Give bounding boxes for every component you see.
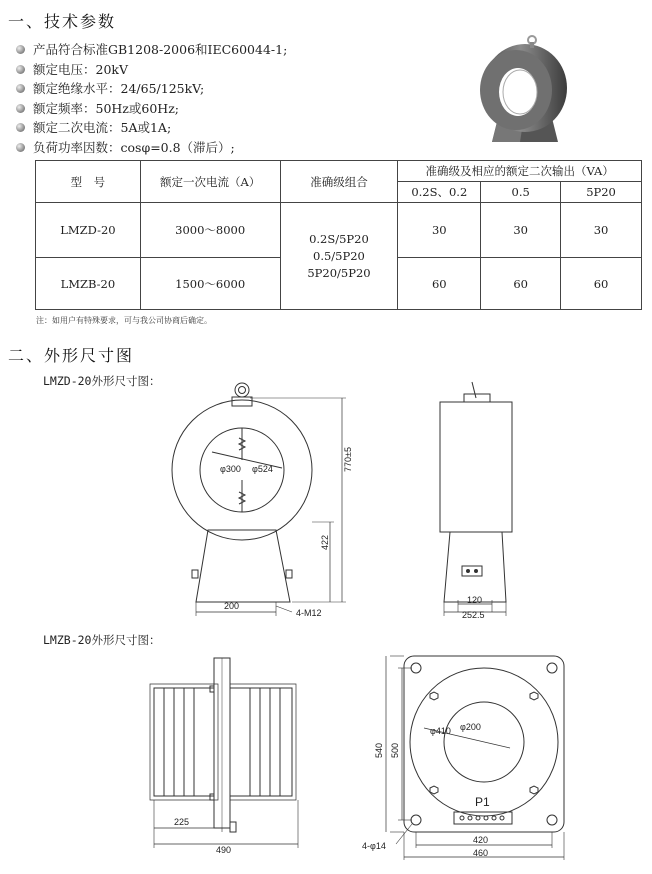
dim-base-width: 200 xyxy=(224,601,240,611)
dim-inner-width: 420 xyxy=(473,835,489,845)
drawing2-caption: LMZB-20外形尺寸图： xyxy=(43,633,161,647)
dim-outer-width: 460 xyxy=(473,848,489,858)
bullet-icon xyxy=(16,84,25,93)
spec-item: 负荷功率因数：cosφ=0.8（滞后）; xyxy=(16,138,287,158)
bullet-icon xyxy=(16,143,25,152)
table-note: 注：如用户有特殊要求，可与我公司协商后确定。 xyxy=(36,316,212,325)
header-class-02: 0.2S、0.2 xyxy=(398,182,481,203)
header-model: 型 号 xyxy=(36,161,141,203)
combo-cell: 0.2S/5P20 0.5/5P20 5P20/5P20 xyxy=(280,203,398,310)
spec-item: 额定二次电流：5A或1A; xyxy=(16,118,287,138)
dim-outer-dia: φ524 xyxy=(252,464,273,474)
dim-inner-height: 500 xyxy=(390,742,400,758)
dim-outer-dia-2: φ410 xyxy=(430,726,451,736)
bullet-icon xyxy=(16,104,25,113)
lmzb-side-drawing xyxy=(140,648,320,858)
dim-outer-height: 540 xyxy=(374,742,384,758)
dim-inner-dia: φ300 xyxy=(220,464,241,474)
header-combo: 准确级组合 xyxy=(280,161,398,203)
header-current: 额定一次电流（A） xyxy=(140,161,280,203)
lmzd-side-drawing xyxy=(430,380,530,620)
dim-total-height: 770±5 xyxy=(343,447,353,472)
dim-holes: 4-M12 xyxy=(296,608,322,618)
header-class-05: 0.5 xyxy=(481,182,561,203)
header-output: 准确级及相应的额定二次输出（VA） xyxy=(398,161,642,182)
spec-list xyxy=(16,40,287,157)
table-row: LMZD-20 3000～8000 0.2S/5P20 0.5/5P20 5P20/5P20 30 30 30 xyxy=(36,203,642,258)
dim-total-width: 490 xyxy=(216,845,232,855)
dim-side-w1: 120 xyxy=(467,595,483,605)
spec-table xyxy=(35,160,642,310)
spec-item: 额定频率：50Hz或60Hz; xyxy=(16,99,287,119)
table-row: LMZB-20 1500～6000 60 60 60 xyxy=(36,258,642,310)
product-photo xyxy=(470,28,580,148)
dim-side-w2: 252.5 xyxy=(462,610,485,620)
lmzd-front-drawing xyxy=(160,380,360,620)
dim-half-width: 225 xyxy=(174,817,190,827)
dim-inner-dia-2: φ200 xyxy=(460,722,481,732)
bullet-icon xyxy=(16,45,25,54)
header-class-5p20: 5P20 xyxy=(561,182,642,203)
spec-item: 额定电压：20kV xyxy=(16,60,287,80)
section-title-dimensions: 二、外形尺寸图 xyxy=(8,346,135,365)
spec-item: 产品符合标准GB1208-2006和IEC60044-1; xyxy=(16,40,287,60)
spec-item: 额定绝缘水平：24/65/125kV; xyxy=(16,79,287,99)
bullet-icon xyxy=(16,65,25,74)
lmzb-front-drawing xyxy=(360,648,575,864)
dim-base-height: 422 xyxy=(320,534,330,550)
dim-holes-2: 4-φ14 xyxy=(362,841,386,851)
section-title-specs: 一、技术参数 xyxy=(8,12,117,31)
bullet-icon xyxy=(16,123,25,132)
terminal-label: P1 xyxy=(475,795,490,809)
drawing1-caption: LMZD-20外形尺寸图： xyxy=(43,374,161,388)
